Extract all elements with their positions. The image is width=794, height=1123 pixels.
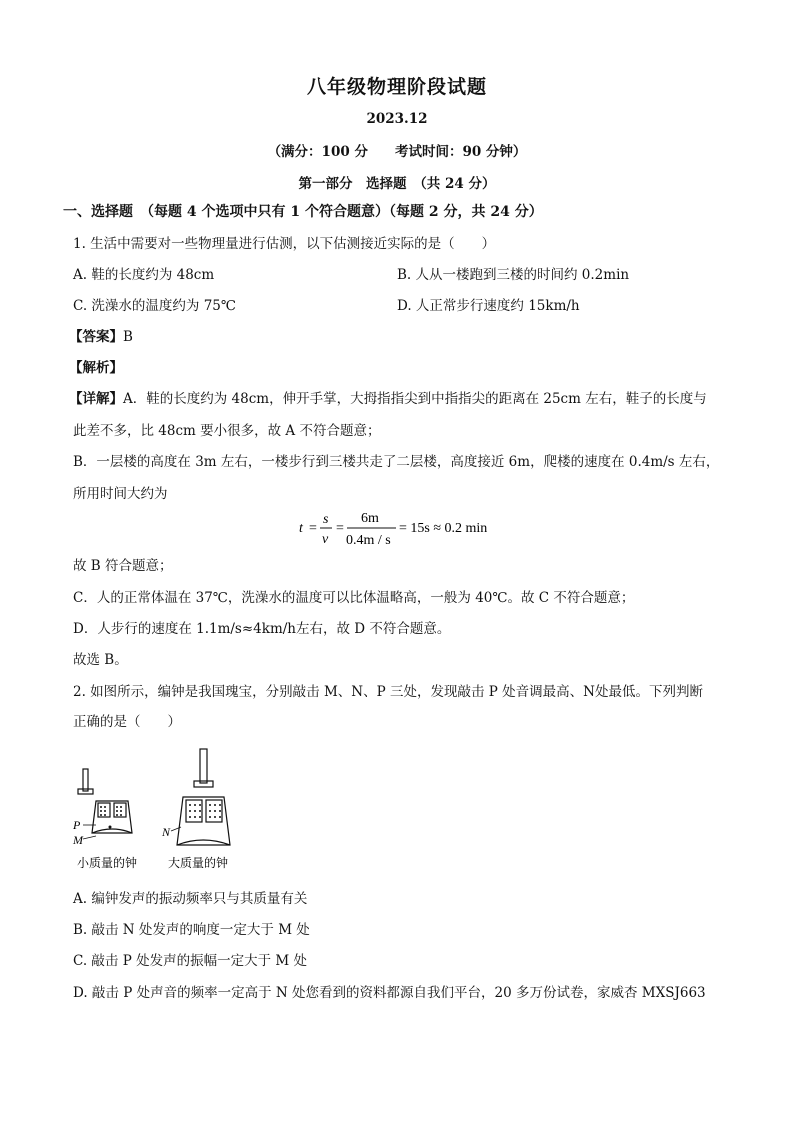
formula-lhs: t [299, 521, 303, 536]
q2-option-a: A. 编钟发声的振动频率只与其质量有关 [73, 891, 308, 907]
exam-date: 2023.12 [366, 111, 428, 127]
q1-stem: 1. 生活中需要对一些物理量进行估测，以下估测接近实际的是（ ） [73, 236, 496, 252]
analysis-tag: 【解析】 [69, 360, 123, 376]
label-p: P [73, 818, 81, 832]
formula-eq2: = [336, 521, 344, 536]
q1-detail-b3: 故 B 符合题意； [73, 558, 173, 574]
q1-detail-b1: B．一层楼的高度在 3m 左右，一楼步行到三楼共走了二层楼，高度接近 6m，爬楼的速度在 0.4m/s 左右， [73, 454, 720, 470]
page-title: 八年级物理阶段试题 [306, 76, 487, 98]
q1-detail-c: C．人的正常体温在 37℃，洗澡水的温度可以比体温略高，一般为 40℃。故 C 不符合题意； [73, 590, 635, 606]
q1-formula [297, 508, 507, 555]
formula-rhs: = 15s ≈ 0.2 min [399, 521, 488, 536]
q1-answer: B [123, 329, 133, 345]
q1-detail-b2: 所用时间大约为 [73, 486, 168, 502]
q2-option-b: B. 敲击 N 处发声的响度一定大于 M 处 [73, 922, 310, 938]
formula-eq1: = [309, 521, 317, 536]
q1-option-b: B. 人从一楼跑到三楼的时间约 0.2min [397, 267, 630, 283]
formula-frac2-num: 6m [361, 511, 379, 526]
caption-large-bell: 大质量的钟 [168, 856, 229, 870]
q1-detail-a2: 此差不多，比 48cm 要小很多，故 A 不符合题意； [73, 423, 381, 439]
small-bell-illustration [78, 769, 132, 833]
q2-option-d: D. 敲击 P 处声音的频率一定高于 N 处 [73, 985, 306, 1001]
formula-frac1-den: v [322, 532, 329, 547]
q1-detail-a1-text: A．鞋的长度约为 48cm，伸开手掌，大拇指指尖到中指指尖的距离在 25cm 左右，鞋子的长度与 [123, 391, 707, 407]
detail-tag: 【详解】 [69, 391, 123, 407]
bells-figure [70, 745, 250, 879]
label-n: N [162, 825, 171, 839]
answer-tag: 【答案】 [69, 329, 123, 345]
part-heading: 第一部分 选择题 （共 24 分） [298, 176, 496, 192]
q1-option-a: A. 鞋的长度约为 48cm [73, 267, 215, 283]
exam-meta: （满分：100 分 考试时间：90 分钟） [267, 144, 527, 160]
caption-small-bell: 小质量的钟 [77, 856, 138, 870]
formula-frac2-den: 0.4m / s [346, 533, 391, 548]
q2-stem-2: 正确的是（ ） [73, 714, 181, 730]
formula-frac1-num: s [323, 512, 329, 527]
section-heading: 一、选择题 （每题 4 个选项中只有 1 个符合题意）（每题 2 分，共 24 分） [63, 204, 543, 220]
watermark-text: 您看到的资料都源自我们平台，20 多万份试卷，家威杏 MXSJ663 [305, 985, 706, 1001]
q1-detail-d: D．人步行的速度在 1.1m/s≈4km/h左右，故 D 不符合题意。 [73, 621, 451, 637]
q1-answer-row [69, 328, 133, 346]
q1-option-c: C. 洗澡水的温度约为 75℃ [73, 298, 237, 314]
large-bell-illustration [177, 749, 230, 845]
q1-conclusion: 故选 B。 [73, 652, 128, 668]
label-m: M [73, 833, 83, 847]
q2-stem-1: 2. 如图所示，编钟是我国瑰宝，分别敲击 M、N、P 三处，发现敲击 P 处音调最高、N处最低。下列判断 [73, 684, 703, 700]
q1-detail-a1 [69, 390, 707, 408]
q1-option-d: D. 人正常步行速度约 15km/h [397, 298, 580, 314]
q2-option-c: C. 敲击 P 处发声的振幅一定大于 M 处 [73, 953, 308, 969]
q2-option-d-row [73, 984, 706, 1002]
